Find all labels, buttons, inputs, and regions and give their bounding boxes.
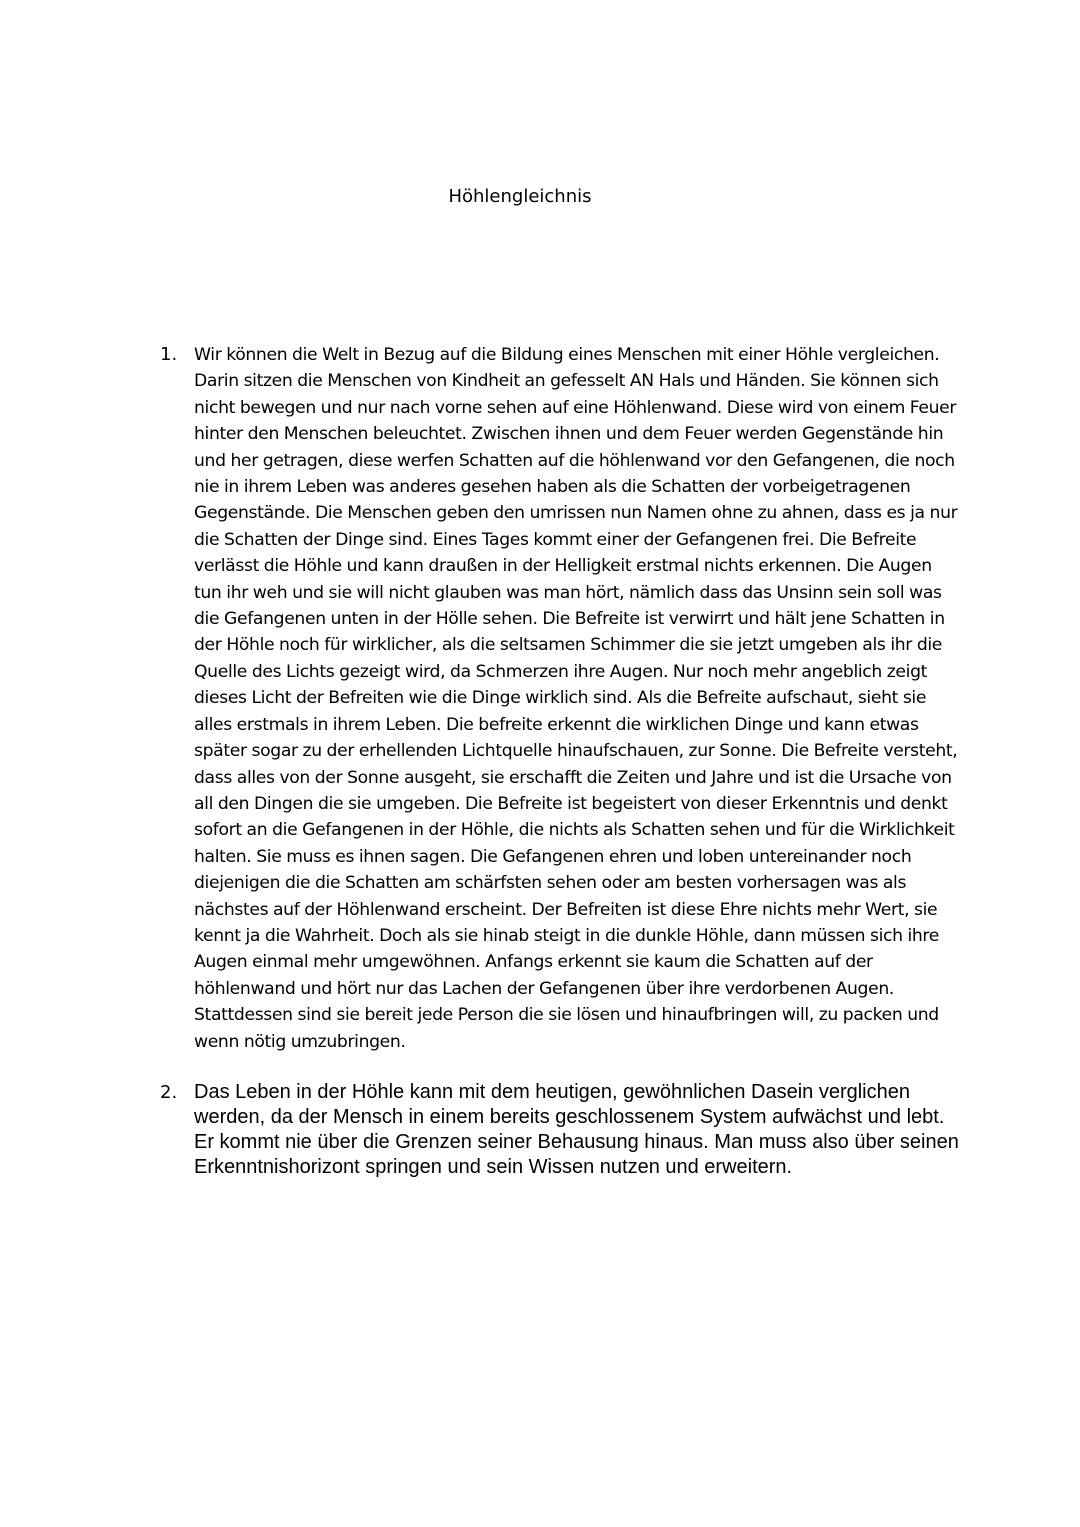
list-item-number: 1. — [160, 344, 178, 365]
page-title: Höhlengleichnis — [448, 186, 592, 207]
list-item-number: 2. — [160, 1081, 178, 1103]
list-item — [160, 342, 960, 1055]
list-item-text: Wir können die Welt in Bezug auf die Bildung eines Menschen mit einer Höhle vergleichen. Darin sitzen die Menschen von Kindheit an gefesselt AN Hals und Händen. Sie können sich nicht bewegen und nur nach vorne sehen auf eine Höhlenwand. Diese wird von einem Feuer hinter den Menschen beleuchtet. Zwischen ihnen und dem Feuer werden Gegenstände hin und her getragen, diese werfen Schatten auf die höhlenwand vor den Gefangenen, die noch nie in ihrem Leben was anderes gesehen haben als die Schatten der vorbeigetragenen Gegenstände. Die Menschen geben den umrissen nun Namen ohne zu ahnen, dass es ja nur die Schatten der Dinge sind. Eines Tages kommt einer der Gefangenen frei. Die Befreite verlässt die Höhle und kann draußen in der Helligkeit erstmal nichts erkennen. Die Augen tun ihr weh und sie will nicht glauben was man hört, nämlich dass das Unsinn sein soll was die Gefangenen unten in der Hölle sehen. Die Befreite ist verwirrt und hält jene Schatten in der Höhle noch für wirklicher, als die seltsamen Schimmer die sie jetzt umgeben als ihr die Quelle des Lichts gezeigt wird, da Schmerzen ihre Augen. Nur noch mehr angeblich zeigt dieses Licht der Befreiten wie die Dinge wirklich sind. Als die Befreite aufschaut, sieht sie alles erstmals in ihrem Leben. Die befreite erkennt die wirklichen Dinge und kann etwas später sogar zu der erhellenden Lichtquelle hinaufschauen, zur Sonne. Die Befreite versteht, dass alles von der Sonne ausgeht, sie erschafft die Zeiten und Jahre und ist die Ursache von all den Dingen die sie umgeben. Die Befreite ist begeistert von dieser Erkenntnis und denkt sofort an die Gefangenen in der Höhle, die nichts als Schatten sehen und für die Wirklichkeit halten. Sie muss es ihnen sagen. Die Gefangenen ehren und loben untereinander noch diejenigen die die Schatten am schärfsten sehen oder am besten vorhersagen was als nächstes auf der Höhlenwand erscheint. Der Befreiten ist diese Ehre nichts mehr Wert, sie kennt ja die Wahrheit. Doch als sie hinab steigt in die dunkle Höhle, dann müssen sich ihre Augen einmal mehr umgewöhnen. Anfangs erkennt sie kaum die Schatten auf der höhlenwand und hört nur das Lachen der Gefangenen über ihre verdorbenen Augen. Stattdessen sind sie bereit jede Person die sie lösen und hinaufbringen will, zu packen und wenn nötig umzubringen. — [194, 345, 958, 1052]
list-item-text: Das Leben in der Höhle kann mit dem heutigen, gewöhnlichen Dasein verglichen werden, da der Mensch in einem bereits geschlossenem System aufwächst und lebt. Er kommt nie über die Grenzen seiner Behausung hinaus. Man muss also über seinen Erkenntnishorizont springen und sein Wissen nutzen und erweitern. — [194, 1080, 959, 1178]
numbered-list — [160, 342, 960, 1180]
list-item — [160, 1080, 960, 1180]
